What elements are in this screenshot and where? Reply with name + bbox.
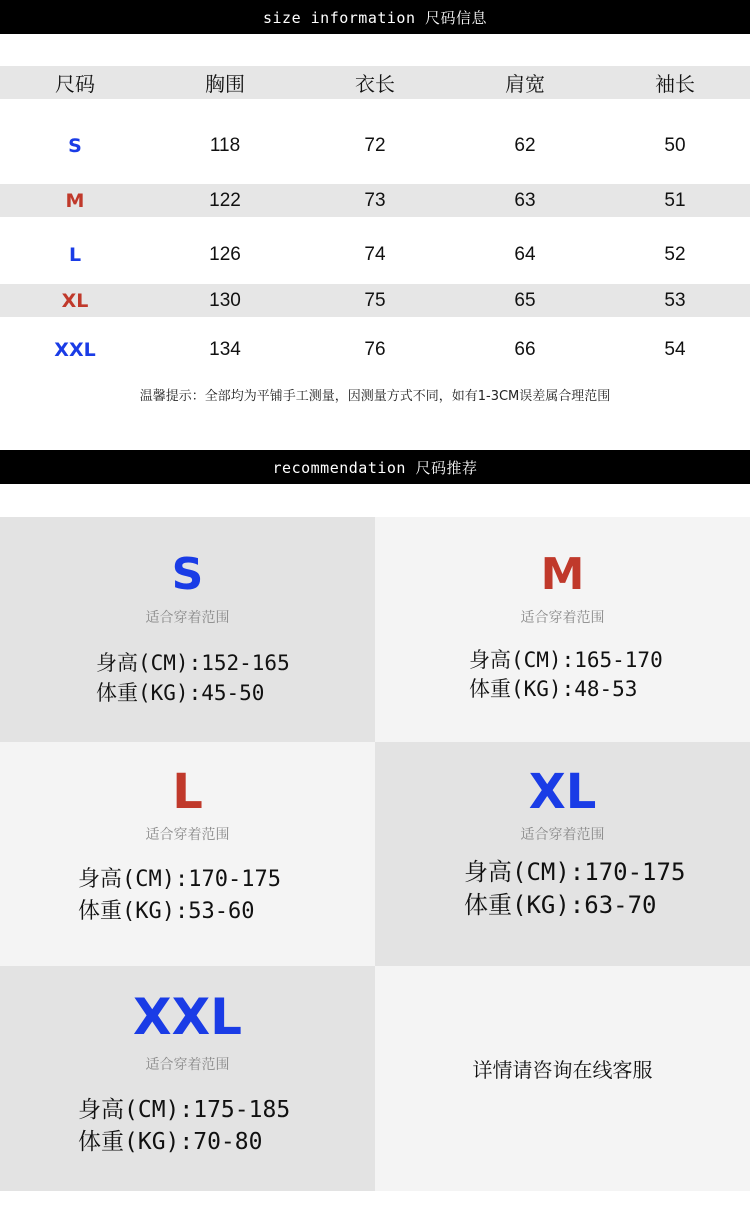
chest-cell: 122	[209, 189, 241, 211]
sleeve-cell: 53	[664, 289, 686, 311]
shoulder-cell: 63	[514, 189, 536, 211]
table-row	[0, 232, 750, 278]
measurement-tip: 温馨提示：全部均为平铺手工测量，因测量方式不同，如有1-3CM误差属合理范围	[139, 389, 611, 404]
size-cell: M	[65, 189, 85, 212]
length-cell: 76	[364, 339, 386, 360]
length-cell: 73	[364, 189, 386, 211]
recommend-size: M	[540, 549, 585, 600]
size-table-header	[0, 66, 750, 99]
size-info-header: size information 尺码信息	[0, 0, 750, 34]
col-header-shoulder: 肩宽	[505, 72, 545, 96]
size-cell: XXL	[54, 339, 96, 361]
recommend-size: XL	[528, 764, 597, 820]
shoulder-cell: 66	[514, 339, 536, 360]
recommendation-header: recommendation 尺码推荐	[0, 450, 750, 484]
shoulder-cell: 62	[514, 135, 536, 156]
height-range: 身高(CM):175-185	[78, 1097, 291, 1123]
sleeve-cell: 54	[664, 339, 686, 360]
range-label: 适合穿着范围	[145, 827, 230, 843]
table-row	[0, 330, 750, 370]
weight-range: 体重(KG):63-70	[464, 891, 657, 919]
chest-cell: 134	[209, 339, 241, 360]
weight-range: 体重(KG):48-53	[469, 677, 638, 701]
chest-cell: 130	[209, 289, 241, 311]
sleeve-cell: 50	[664, 135, 686, 156]
recommend-card-l	[0, 742, 375, 967]
table-row	[0, 184, 750, 217]
height-range: 身高(CM):170-175	[464, 858, 686, 886]
shoulder-cell: 64	[514, 244, 536, 265]
range-label: 适合穿着范围	[145, 1057, 230, 1073]
recommend-card-s	[0, 517, 375, 742]
sleeve-cell: 52	[664, 244, 686, 265]
recommend-size: L	[172, 764, 203, 820]
recommend-card-xxl	[0, 966, 375, 1191]
range-label: 适合穿着范围	[520, 610, 605, 626]
length-cell: 75	[364, 289, 386, 311]
range-label: 适合穿着范围	[145, 610, 230, 626]
sleeve-cell: 51	[664, 189, 686, 211]
length-cell: 74	[364, 244, 386, 265]
contact-card	[375, 966, 750, 1191]
size-cell: S	[68, 135, 82, 157]
weight-range: 体重(KG):53-60	[78, 899, 255, 924]
recommend-size: XXL	[133, 988, 242, 1046]
weight-range: 体重(KG):70-80	[78, 1129, 263, 1155]
table-row	[0, 122, 750, 170]
weight-range: 体重(KG):45-50	[96, 681, 265, 705]
chest-cell: 126	[209, 244, 241, 265]
col-header-chest: 胸围	[205, 72, 245, 96]
col-header-length: 衣长	[355, 72, 395, 96]
height-range: 身高(CM):170-175	[78, 867, 281, 892]
recommend-size: S	[171, 549, 204, 600]
recommend-card-m	[375, 517, 750, 742]
recommend-card-xl	[375, 742, 750, 967]
size-cell: XL	[61, 289, 89, 312]
size-cell: L	[68, 244, 82, 266]
col-header-sleeve: 袖长	[655, 72, 695, 96]
length-cell: 72	[364, 135, 386, 156]
height-range: 身高(CM):152-165	[96, 651, 290, 675]
col-header-size: 尺码	[55, 72, 95, 96]
height-range: 身高(CM):165-170	[469, 648, 663, 672]
range-label: 适合穿着范围	[520, 827, 605, 843]
shoulder-cell: 65	[514, 289, 536, 311]
contact-service-text: 详情请咨询在线客服	[472, 1058, 653, 1082]
table-row	[0, 284, 750, 317]
chest-cell: 118	[209, 135, 241, 156]
